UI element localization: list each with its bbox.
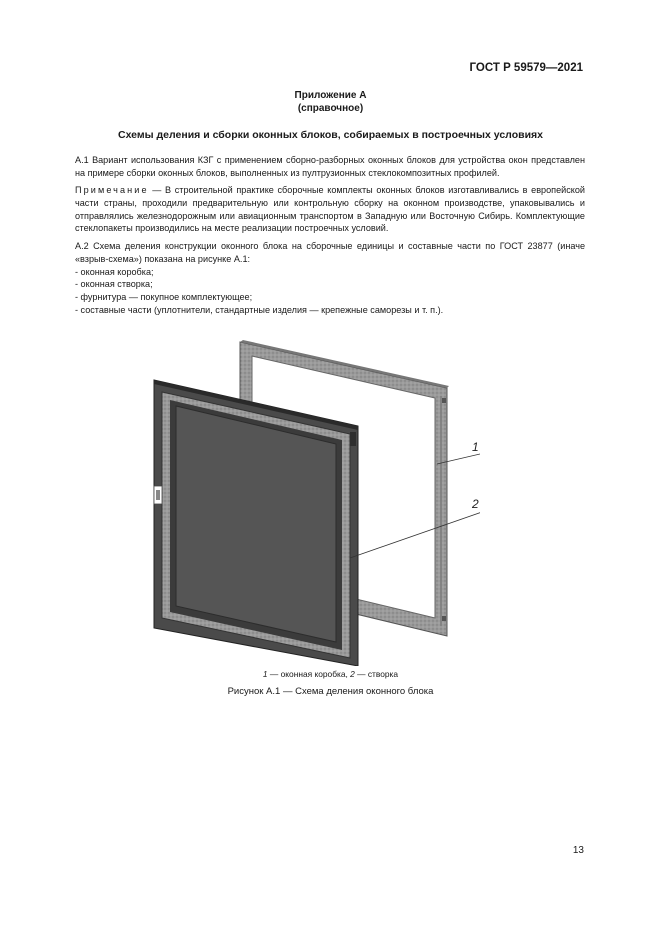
note-text: — В строительной практике сборочные комплекты оконных блоков изготавливались в европейской части страны, проходили предварительную или контрольную сборку на оконном производстве, упаковывались и отправлялись железнодорожным или авиационным транспортом в Западную или Восточную Сибирь. Комплектующие стеклопакеты производились на месте реализации построечных условий. [75, 185, 585, 234]
list-item: - оконная коробка; [75, 266, 154, 277]
callout-label-1: 1 [472, 440, 479, 454]
note-label: Примечание [75, 185, 149, 195]
paragraph-a1 [75, 154, 585, 180]
legend-number-1: 1 [262, 669, 268, 679]
page-number: 13 [572, 845, 584, 856]
window-exploded-diagram [140, 336, 480, 666]
figure-legend [0, 669, 661, 679]
window-sash-part [154, 380, 358, 666]
annex-title: Приложение А [294, 90, 367, 101]
legend-number-2: 2 [350, 669, 355, 679]
list-item: - оконная створка; [75, 279, 153, 290]
paragraph-a2-text: А.2 Схема деления конструкции оконного блока на сборочные единицы и составные части по ГОСТ 23877 (иначе «взрыв-схема») показана на рисунке А.1: [75, 241, 585, 264]
section-title: Схемы деления и сборки оконных блоков, собираемых в построечных условиях [117, 129, 543, 141]
paragraph-a2 [75, 240, 585, 317]
legend-text-2: — створка [354, 669, 399, 679]
figure-caption: Рисунок А.1 — Схема деления оконного блока [227, 686, 434, 697]
list-item: - составные части (уплотнители, стандартные изделия — крепежные саморезы и т. п.). [75, 304, 444, 315]
note-paragraph [75, 184, 585, 235]
list-item: - фурнитура — покупное комплектующее; [75, 292, 253, 303]
callout-label-2: 2 [472, 497, 479, 511]
document-number: ГОСТ Р 59579—2021 [469, 62, 583, 74]
annex-type: (справочное) [297, 103, 364, 114]
legend-text-1: — оконная коробка, [267, 669, 351, 679]
note-content [75, 184, 585, 235]
paragraph-a1-text: А.1 Вариант использования КЗГ с применением сборно-разборных оконных блоков для устройства окон представлен на примере сборки оконных блоков, выполненных из пултрузионных стеклокомпозитных профилей. [75, 155, 585, 178]
